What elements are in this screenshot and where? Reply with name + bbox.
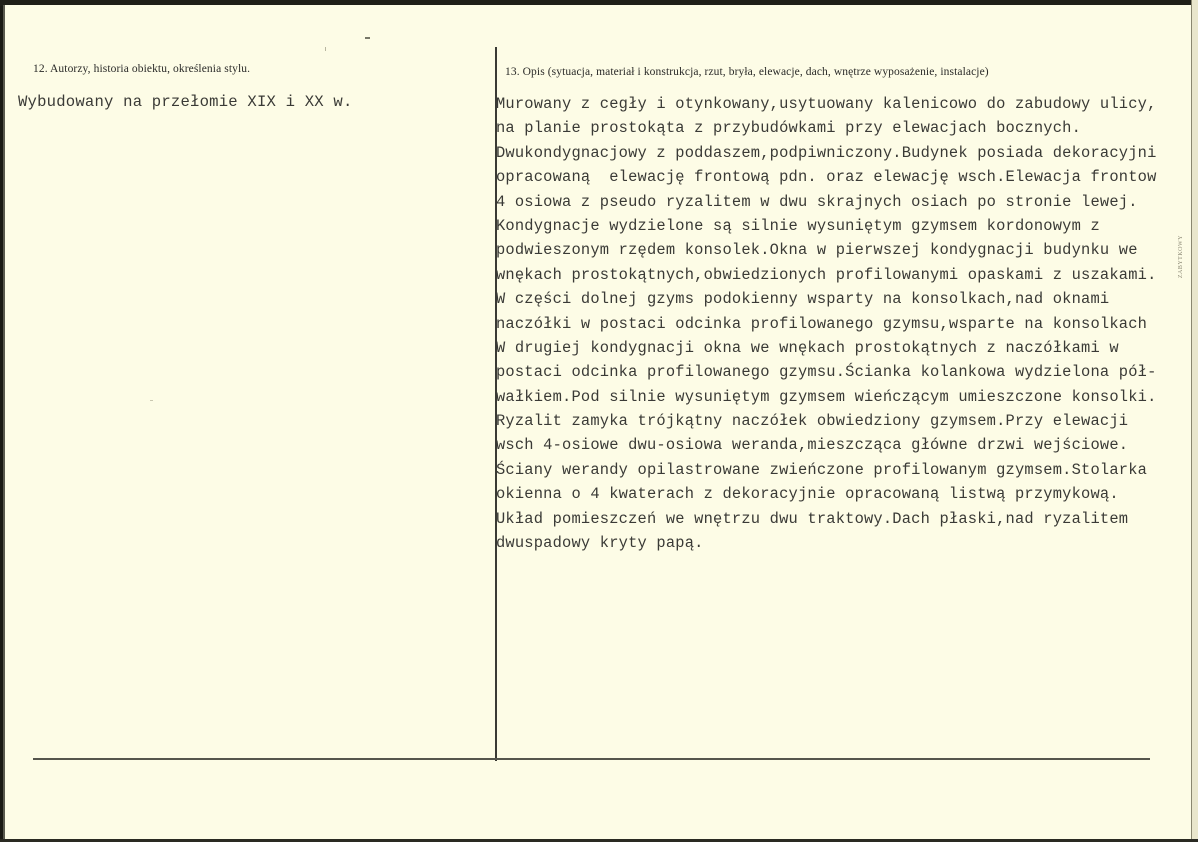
section-13-description <box>496 92 1196 555</box>
description-line: Ryzalit zamyka trójkątny naczółek obwiedziony gzymsem.Przy elewacji <box>496 412 1129 431</box>
section-12-label: 12. Autorzy, historia obiektu, określenia stylu. <box>33 63 251 75</box>
description-line: na planie prostokąta z przybudówkami przy elewacjach bocznych. <box>496 119 1082 138</box>
scan-speck <box>150 400 153 401</box>
description-line: wsch 4-osiowe dwu-osiowa weranda,mieszcząca główne drzwi wejściowe. <box>496 436 1129 455</box>
description-line: Ściany werandy opilastrowane zwieńczone profilowanym gzymsem.Stolarka <box>496 460 1148 479</box>
description-line: naczółki w postaci odcinka profilowanego gzymsu,wsparte na konsolkach <box>496 314 1148 333</box>
description-line: 4 osiowa z pseudo ryzalitem w dwu skrajnych osiach po stronie lewej. <box>496 192 1138 211</box>
scan-speck <box>365 37 370 39</box>
description-line: Układ pomieszczeń we wnętrzu dwu traktowy.Dach płaski,nad ryzalitem <box>496 509 1129 528</box>
description-line: Murowany z cegły i otynkowany,usytuowany kalenicowo do zabudowy ulicy, <box>496 95 1157 113</box>
description-line: W części dolnej gzyms podokienny wsparty na konsolkach,nad oknami <box>496 290 1110 309</box>
description-line: wnękach prostokątnych,obwiedzionych profilowanymi opaskami z uszakami. <box>496 265 1157 284</box>
description-line: Kondygnacje wydzielone są silnie wysuniętym gzymsem kordonowym z <box>496 216 1100 235</box>
description-line: opracowaną elewację frontową pdn. oraz elewację wsch.Elewacja frontow <box>496 168 1157 187</box>
section-13-label: 13. Opis (sytuacja, materiał i konstrukcja, rzut, bryła, elewacje, dach, wnętrze wyposażenie, instalacje) <box>505 66 989 78</box>
scan-speck <box>325 47 326 51</box>
description-line: Dwukondygnacjowy z poddaszem,podpiwniczony.Budynek posiada dekoracyjni <box>496 143 1157 162</box>
description-line: dwuspadowy kryty papą. <box>496 534 704 553</box>
description-line: okienna o 4 kwaterach z dekoracyjnie opracowaną listwą przymykową. <box>496 485 1119 504</box>
description-line: postaci odcinka profilowanego gzymsu.Ścianka kolankowa wydzielona pół- <box>496 363 1157 382</box>
margin-stamp: ZABYTKOWY <box>1178 235 1184 279</box>
bottom-rule <box>33 758 1150 760</box>
description-line: podwieszonym rzędem konsolek.Okna w pierwszej kondygnacji budynku we <box>496 241 1138 260</box>
description-line: wałkiem.Pod silnie wysuniętym gzymsem wieńczącym umieszczone konsolki. <box>496 387 1157 406</box>
section-12-text: Wybudowany na przełomie XIX i XX w. <box>18 93 353 111</box>
description-line: W drugiej kondygnacji okna we wnękach prostokątnych z naczółkami w <box>496 338 1119 357</box>
